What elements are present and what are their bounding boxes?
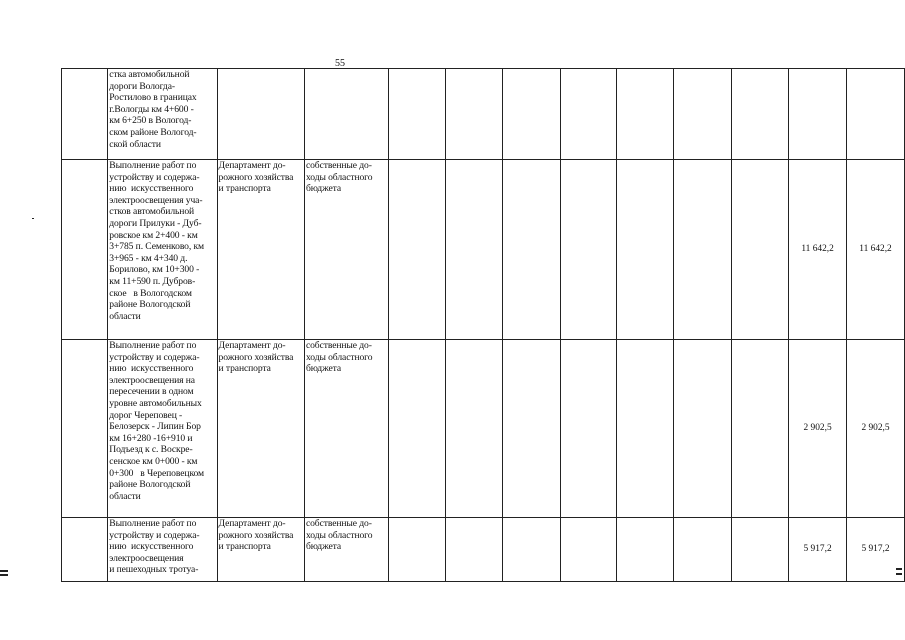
empty-cell xyxy=(389,69,446,160)
empty-cell xyxy=(389,160,446,340)
empty-cell xyxy=(503,69,561,160)
row-number-cell xyxy=(62,69,108,160)
empty-cell xyxy=(674,340,732,518)
empty-cell xyxy=(731,340,789,518)
empty-cell xyxy=(731,518,789,582)
empty-cell xyxy=(617,69,674,160)
empty-cell xyxy=(674,518,732,582)
source-cell xyxy=(304,69,388,160)
executor-cell xyxy=(217,69,304,160)
scan-margin-mark xyxy=(0,574,8,576)
empty-cell xyxy=(560,69,617,160)
row-number-cell xyxy=(62,340,108,518)
empty-cell xyxy=(674,160,732,340)
executor-cell: Департамент до- рожного хозяйства и транспорта xyxy=(217,518,304,582)
table-row xyxy=(62,69,905,160)
table-row xyxy=(62,518,905,582)
empty-cell xyxy=(503,160,561,340)
page-number: 55 xyxy=(335,58,345,69)
empty-cell xyxy=(503,340,561,518)
empty-cell xyxy=(731,160,789,340)
value-cell xyxy=(789,69,847,160)
description-cell: Выполнение работ по устройству и содержа- нию искусственного электроосвещения и пешеходных тротуа- xyxy=(108,518,217,582)
row-number-cell xyxy=(62,160,108,340)
table-row xyxy=(62,340,905,518)
description-cell: Выполнение работ по устройству и содержа- нию искусственного электроосвещения на пересечении в одном уровне автомобильных дорог Череповец - Белозерск - Липин Бор км 16+280 -16+910 и Подъезд к с. Воскре- сенское км 0+000 - км 0+300 в Череповецком районе Вологодской области xyxy=(108,340,217,518)
empty-cell xyxy=(560,160,617,340)
empty-cell xyxy=(445,160,503,340)
empty-cell xyxy=(617,518,674,582)
source-cell: собственные до- ходы областного бюджета xyxy=(304,160,388,340)
budget-table xyxy=(61,68,905,582)
executor-cell: Департамент до- рожного хозяйства и транспорта xyxy=(217,160,304,340)
value-cell: 11 642,2 xyxy=(847,160,905,340)
value-cell: 5 917,2 xyxy=(789,518,847,582)
description-cell: стка автомобильной дороги Вологда- Ростилово в границах г.Вологды км 4+600 - км 6+250 в Вологод- ском районе Вологод- ской области xyxy=(108,69,217,160)
value-cell xyxy=(847,69,905,160)
empty-cell xyxy=(503,518,561,582)
description-cell: Выполнение работ по устройству и содержа- нию искусственного электроосвещения уча- стков автомобильной дороги Прилуки - Дуб- ровское км 2+400 - км 3+785 п. Семенково, км 3+965 - км 4+340 д. Борилово, км 10+300 - км 11+590 п. Дубров- ское в Вологодском районе Вологодской области xyxy=(108,160,217,340)
value-cell: 11 642,2 xyxy=(789,160,847,340)
value-cell: 2 902,5 xyxy=(847,340,905,518)
value-cell: 5 917,2 xyxy=(847,518,905,582)
empty-cell xyxy=(389,518,446,582)
empty-cell xyxy=(445,518,503,582)
source-cell: собственные до- ходы областного бюджета xyxy=(304,518,388,582)
row-number-cell xyxy=(62,518,108,582)
empty-cell xyxy=(445,69,503,160)
source-cell: собственные до- ходы областного бюджета xyxy=(304,340,388,518)
scan-margin-mark xyxy=(896,568,902,570)
scan-margin-mark xyxy=(0,570,8,572)
empty-cell xyxy=(560,518,617,582)
empty-cell xyxy=(617,160,674,340)
scan-margin-mark xyxy=(32,218,34,219)
scan-margin-mark xyxy=(896,573,902,575)
value-cell: 2 902,5 xyxy=(789,340,847,518)
empty-cell xyxy=(389,340,446,518)
empty-cell xyxy=(445,340,503,518)
empty-cell xyxy=(731,69,789,160)
empty-cell xyxy=(560,340,617,518)
executor-cell: Департамент до- рожного хозяйства и транспорта xyxy=(217,340,304,518)
empty-cell xyxy=(674,69,732,160)
empty-cell xyxy=(617,340,674,518)
table-row xyxy=(62,160,905,340)
